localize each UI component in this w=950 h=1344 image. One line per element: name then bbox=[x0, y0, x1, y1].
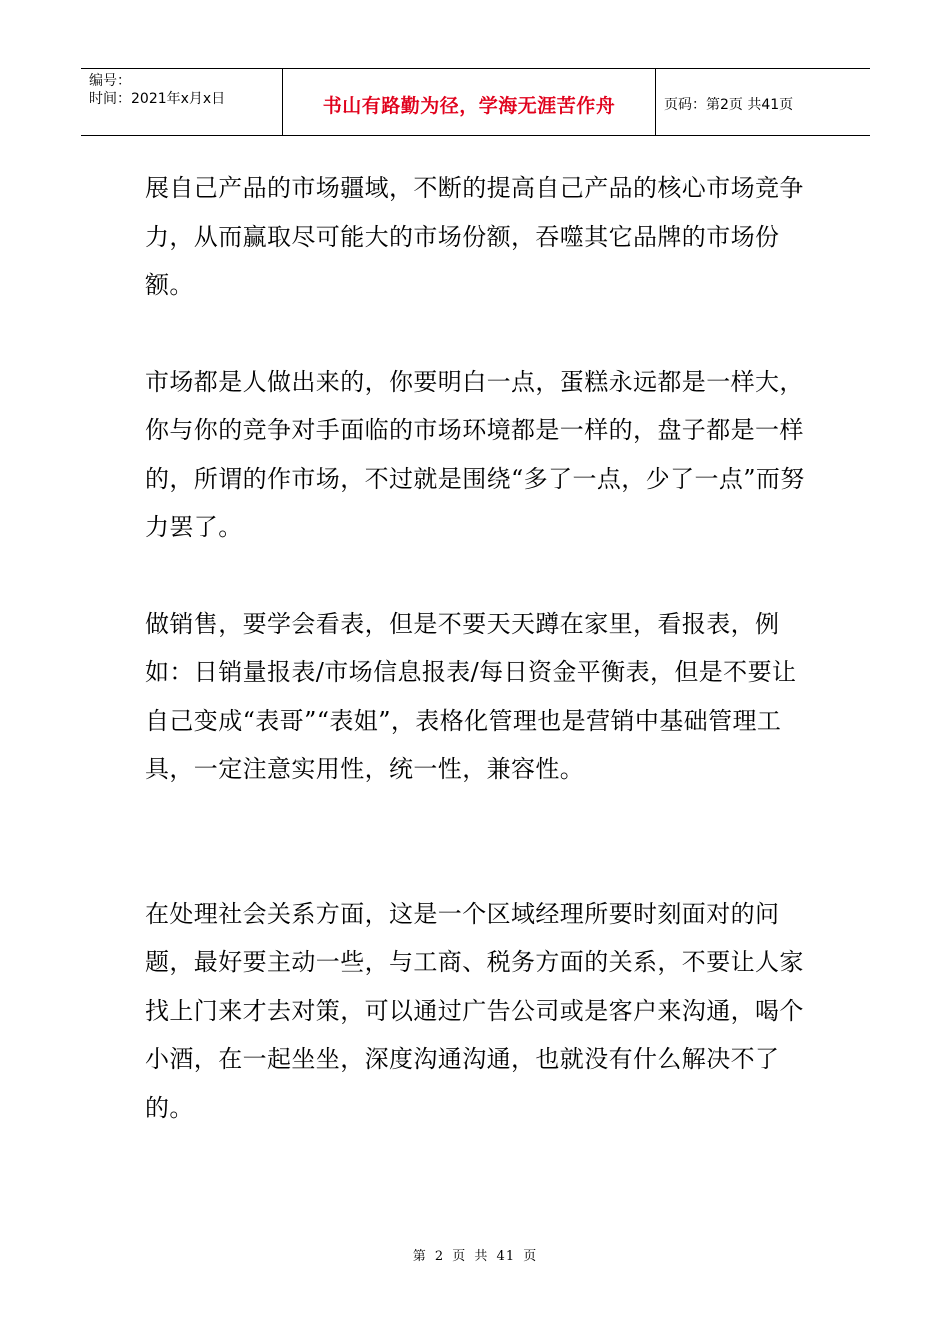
paragraph-spacer bbox=[145, 794, 810, 890]
page-footer bbox=[0, 1245, 950, 1264]
paragraph: 市场都是人做出来的，你要明白一点，蛋糕永远都是一样大，你与你的竞争对手面临的市场环境都是一样的，盘子都是一样的，所谓的作市场，不过就是围绕“多了一点，少了一点”而努力罢了。 bbox=[145, 367, 805, 541]
document-body bbox=[145, 164, 810, 1132]
paragraph-spacer bbox=[145, 552, 810, 600]
paragraph: 在处理社会关系方面，这是一个区域经理所要时刻面对的问题，最好要主动一些，与工商、税务方面的关系，不要让人家找上门来才去对策，可以通过广告公司或是客户来沟通，喝个小酒，在一起坐坐，深度沟通沟通，也就没有什么解决不了的。 bbox=[145, 899, 804, 1122]
header-motto: 书山有路勤为径，学海无涯苦作舟 bbox=[322, 94, 616, 117]
footer-page-number: 第 2 页 共 41 页 bbox=[412, 1249, 538, 1264]
paragraph: 做销售，要学会看表，但是不要天天蹲在家里，看报表，例如：日销量报表/市场信息报表/每日资金平衡表，但是不要让自己变成“表哥”“表姐”，表格化管理也是营销中基础管理工具，一定注意实用性，统一性，兼容性。 bbox=[145, 609, 797, 783]
document-number-label: 编号： bbox=[89, 73, 131, 89]
header-meta bbox=[81, 69, 283, 135]
paragraph-spacer bbox=[145, 310, 810, 358]
document-time-label: 时间：2021年x月x日 bbox=[89, 91, 226, 107]
page-header bbox=[81, 68, 870, 136]
paragraph: 展自己产品的市场疆域，不断的提高自己产品的核心市场竞争力，从而赢取尽可能大的市场份额，吞噬其它品牌的市场份额。 bbox=[145, 174, 804, 299]
header-motto-cell bbox=[283, 69, 656, 135]
header-page-info-cell bbox=[656, 69, 870, 135]
header-page-info: 页码：第2页 共41页 bbox=[664, 97, 794, 113]
